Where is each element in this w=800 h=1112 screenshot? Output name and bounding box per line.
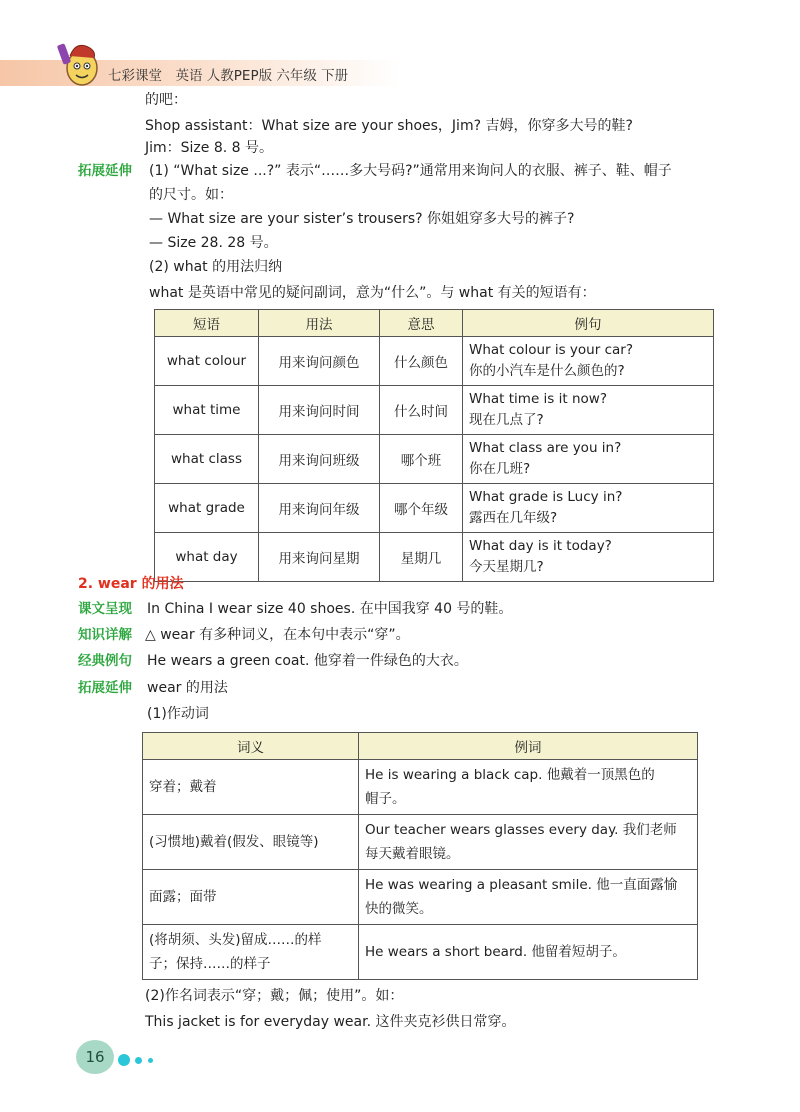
example-cell	[463, 337, 714, 386]
meaning-line: (习惯地)戴着(假发、眼镜等)	[149, 834, 319, 850]
example-en: What colour is your car?	[469, 342, 633, 358]
usage-cell: 用来询问班级	[259, 435, 380, 484]
meaning-cell: 哪个班	[380, 435, 463, 484]
example-line: He wears a short beard. 他留着短胡子。	[365, 944, 626, 960]
example-cn: 露西在几年级?	[469, 510, 558, 526]
extension-label-1: 拓展延伸	[78, 163, 132, 179]
example-cell	[463, 435, 714, 484]
table1-header-phrase: 短语	[155, 310, 259, 337]
decor-dot-icon	[135, 1057, 142, 1064]
example-cell	[463, 484, 714, 533]
example-en: What grade is Lucy in?	[469, 489, 623, 505]
phrase-cell: what grade	[155, 484, 259, 533]
usage-cell: 用来询问星期	[259, 533, 380, 582]
header-title: 七彩课堂 英语 人教PEP版 六年级 下册	[108, 68, 349, 84]
table-row	[155, 435, 714, 484]
table-row	[143, 815, 698, 870]
example-cell	[359, 870, 698, 925]
example-cell	[359, 925, 698, 980]
extension2-text: wear 的用法	[147, 680, 228, 696]
example-cell	[463, 386, 714, 435]
extension1-line-1: (1) “What size ...?” 表示“……多大号码?”通常用来询问人的衣服、裤子、鞋、帽子	[149, 163, 672, 179]
section2-title: 2. wear 的用法	[78, 576, 184, 592]
meaning-cell	[143, 815, 359, 870]
decor-dot-icon	[118, 1054, 130, 1066]
noun-example: This jacket is for everyday wear. 这件夹克衫供日常穿。	[145, 1014, 516, 1030]
example-text: He wears a green coat. 他穿着一件绿色的大衣。	[147, 653, 468, 669]
phrase-cell: what time	[155, 386, 259, 435]
knowledge-text: △ wear 有多种词义，在本句中表示“穿”。	[145, 627, 410, 643]
extension1-line-3: — What size are your sister’s trousers? 你姐姐穿多大号的裤子?	[149, 211, 575, 227]
example-cn: 你的小汽车是什么颜色的?	[469, 363, 625, 379]
example-line: 帽子。	[365, 791, 406, 807]
meaning-line: 面露；面带	[149, 889, 217, 905]
example-line: He is wearing a black cap. 他戴着一顶黑色的	[365, 767, 655, 783]
meaning-cell: 哪个年级	[380, 484, 463, 533]
example-cn: 你在几班?	[469, 461, 531, 477]
extension1-line-4: — Size 28. 28 号。	[149, 235, 278, 251]
example-cn: 今天星期几?	[469, 559, 544, 575]
example-cell	[359, 760, 698, 815]
example-line: He was wearing a pleasant smile. 他一直面露愉	[365, 877, 678, 893]
decor-dot-icon	[148, 1058, 153, 1063]
table2-header-meaning: 词义	[143, 733, 359, 760]
phrase-cell: what class	[155, 435, 259, 484]
meaning-cell: 什么时间	[380, 386, 463, 435]
wear-meanings-table	[142, 732, 698, 980]
verb-subtitle: (1)作动词	[147, 706, 209, 722]
extension-label-2: 拓展延伸	[78, 680, 132, 696]
noun-subtitle: (2)作名词表示“穿；戴；佩；使用”。如：	[145, 988, 404, 1004]
extension1-line-6: what 是英语中常见的疑问副词，意为“什么”。与 what 有关的短语有：	[149, 285, 596, 301]
table1-header-meaning: 意思	[380, 310, 463, 337]
intro-line-1: 的吧：	[145, 92, 187, 108]
meaning-line: 穿着；戴着	[149, 779, 217, 795]
table-row	[143, 925, 698, 980]
meaning-cell	[143, 870, 359, 925]
table-row	[143, 870, 698, 925]
meaning-line: 子；保持……的样子	[149, 956, 271, 972]
meaning-cell	[143, 760, 359, 815]
example-line: Our teacher wears glasses every day. 我们老师	[365, 822, 677, 838]
example-line: 快的微笑。	[365, 901, 433, 917]
meaning-cell: 什么颜色	[380, 337, 463, 386]
text-presentation: In China I wear size 40 shoes. 在中国我穿 40 号的鞋。	[147, 601, 513, 617]
example-label: 经典例句	[78, 653, 132, 669]
extension1-line-2: 的尺寸。如：	[149, 187, 233, 203]
intro-line-3: Jim：Size 8. 8 号。	[145, 140, 274, 156]
table-row	[155, 484, 714, 533]
table-row	[143, 760, 698, 815]
extension1-line-5: (2) what 的用法归纳	[149, 259, 283, 275]
phrase-cell: what day	[155, 533, 259, 582]
knowledge-label: 知识详解	[78, 627, 132, 643]
table2-header-example: 例词	[359, 733, 698, 760]
table1-header-usage: 用法	[259, 310, 380, 337]
table1-header-example: 例句	[463, 310, 714, 337]
usage-cell: 用来询问时间	[259, 386, 380, 435]
example-cn: 现在几点了?	[469, 412, 544, 428]
table-row	[155, 533, 714, 582]
phrase-cell: what colour	[155, 337, 259, 386]
mascot-icon	[56, 38, 106, 90]
example-en: What class are you in?	[469, 440, 622, 456]
what-phrases-table	[154, 309, 714, 582]
example-cell	[359, 815, 698, 870]
usage-cell: 用来询问年级	[259, 484, 380, 533]
example-cell	[463, 533, 714, 582]
text-presentation-label: 课文呈现	[78, 601, 132, 617]
intro-line-2: Shop assistant：What size are your shoes，Jim? 吉姆，你穿多大号的鞋?	[145, 118, 633, 134]
meaning-cell: 星期几	[380, 533, 463, 582]
table-row	[155, 386, 714, 435]
page-number: 16	[76, 1040, 114, 1074]
example-en: What time is it now?	[469, 391, 607, 407]
meaning-line: (将胡须、头发)留成……的样	[149, 932, 322, 948]
example-line: 每天戴着眼镜。	[365, 846, 460, 862]
table-row	[155, 337, 714, 386]
meaning-cell	[143, 925, 359, 980]
example-en: What day is it today?	[469, 538, 612, 554]
usage-cell: 用来询问颜色	[259, 337, 380, 386]
